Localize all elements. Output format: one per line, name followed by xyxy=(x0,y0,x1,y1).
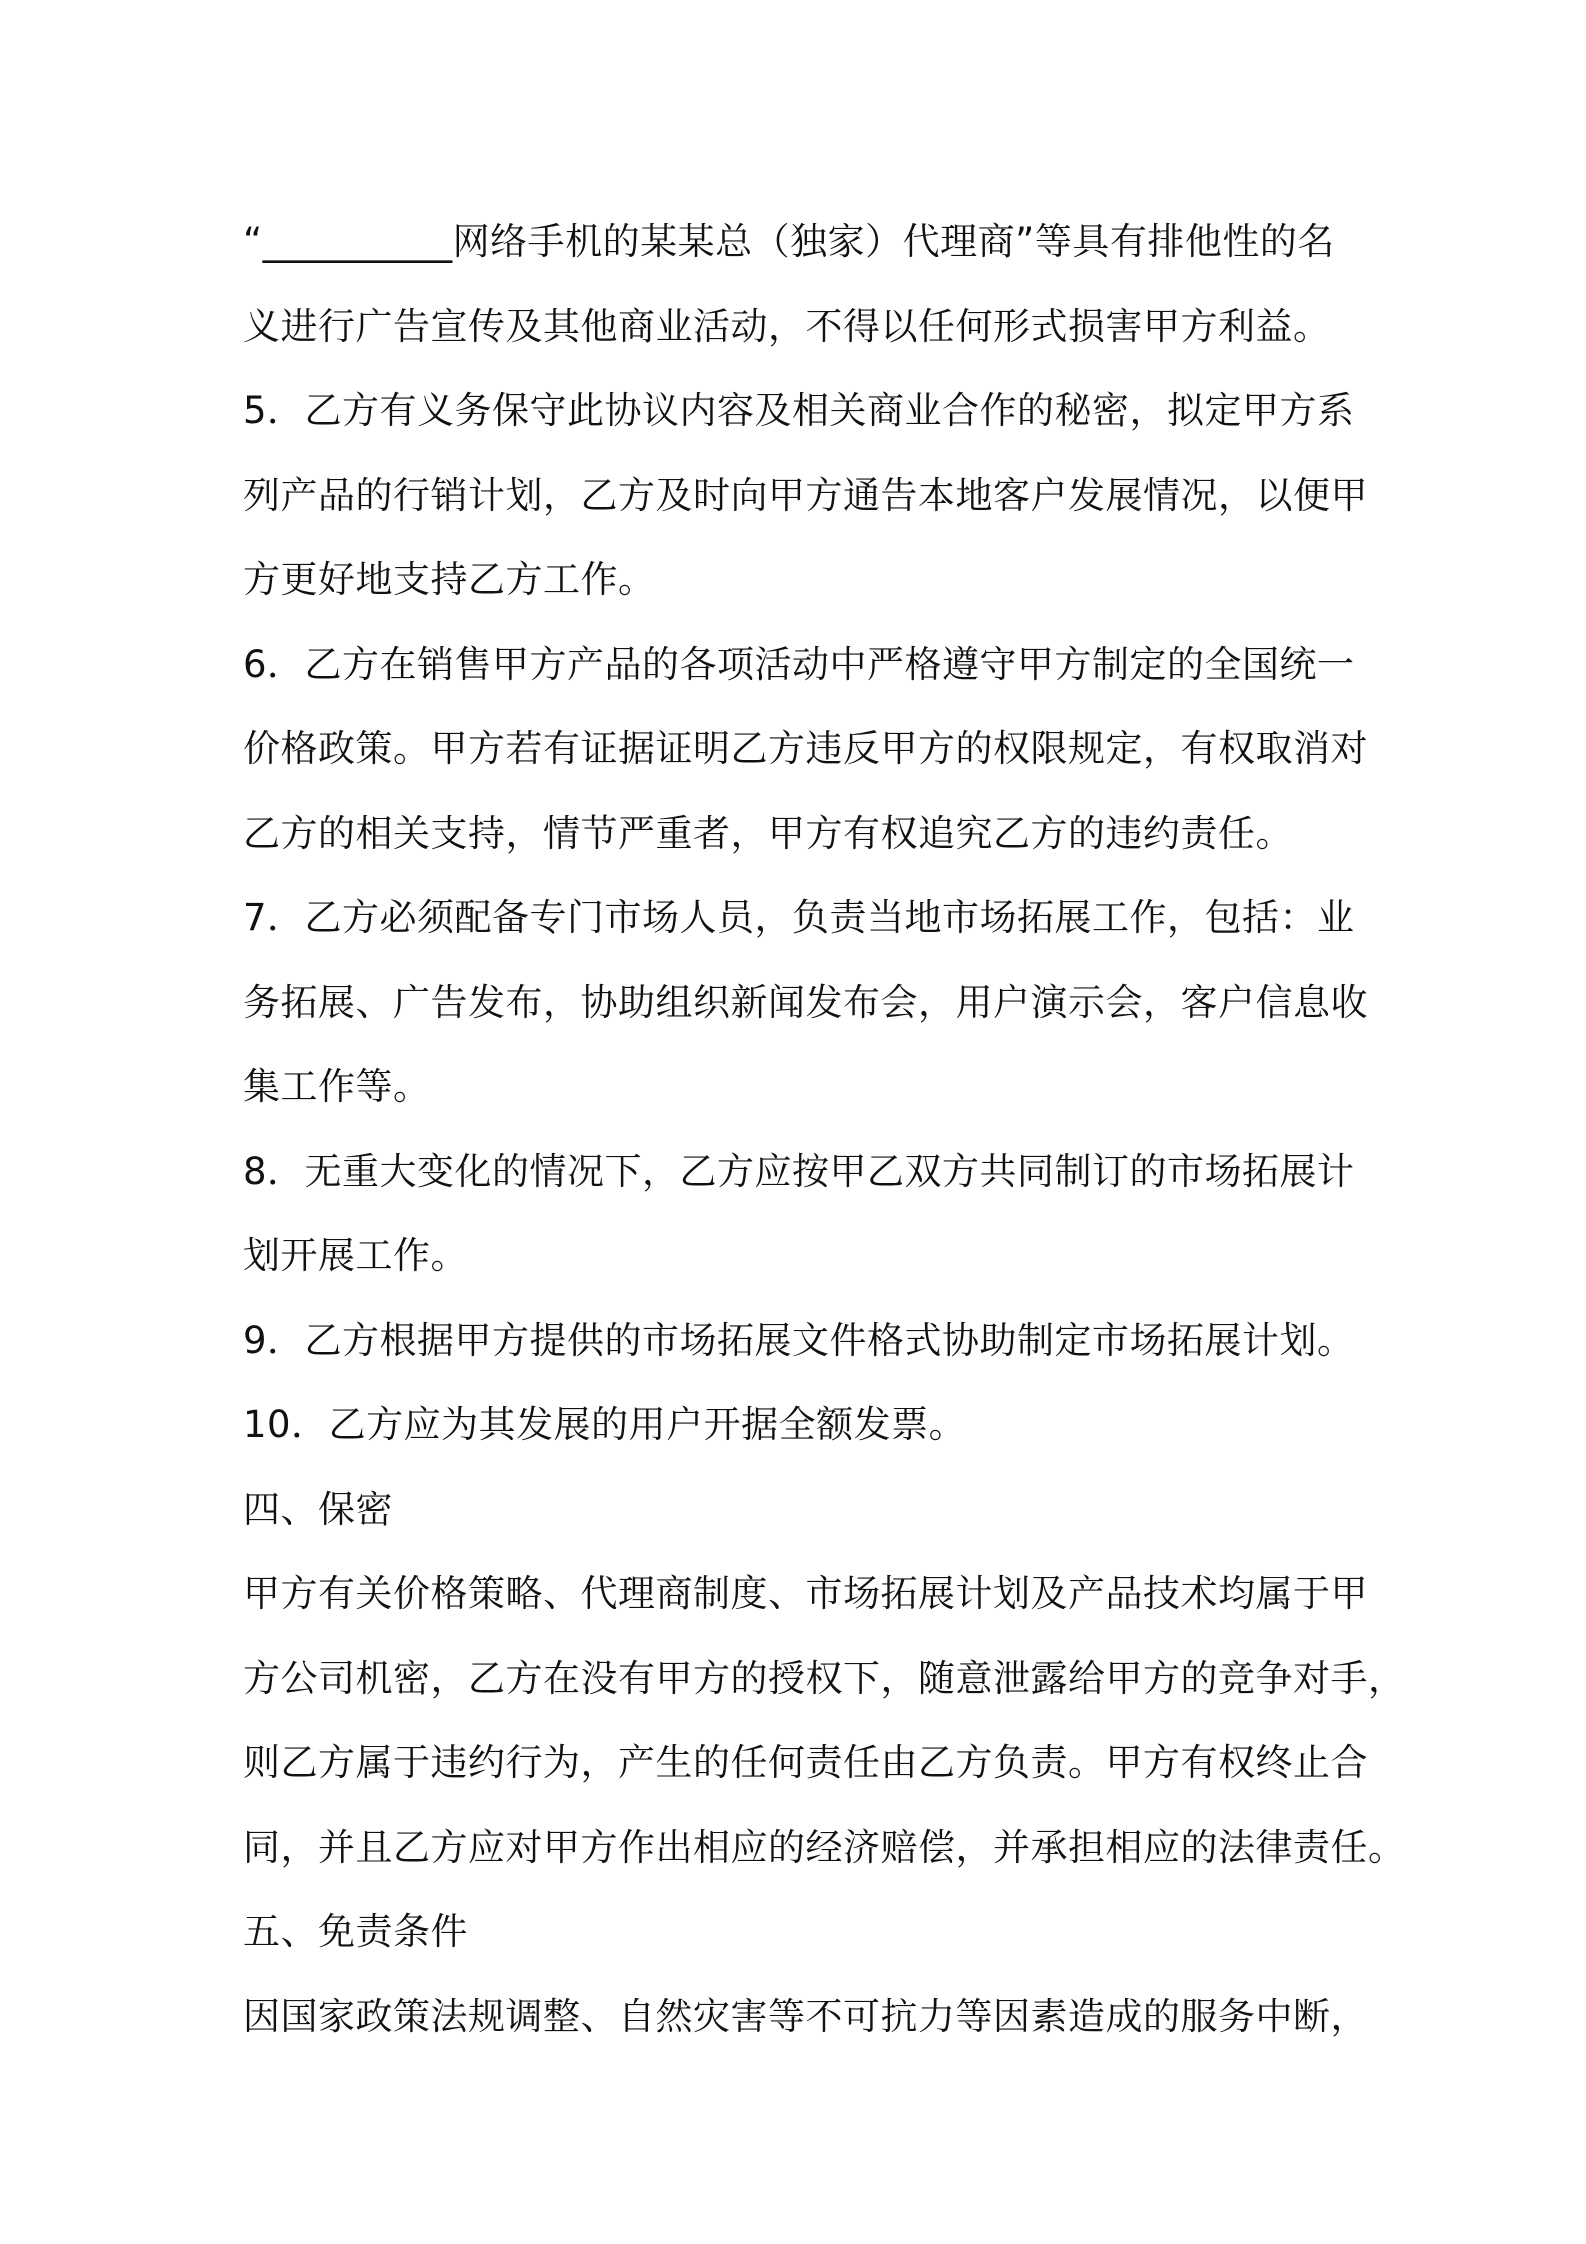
section-heading-confidentiality: 四、保密 xyxy=(243,1487,393,1531)
section-heading-exemption: 五、免责条件 xyxy=(243,1910,468,1953)
clause-5-line: 5．乙方有义务保守此协议内容及相关商业合作的秘密，拟定甲方系 xyxy=(243,389,1355,432)
text-line: 义进行广告宣传及其他商业活动，不得以任何形式损害甲方利益。 xyxy=(243,304,1331,348)
clause-8-line: 8．无重大变化的情况下，乙方应按甲乙双方共同制订的市场拓展计 xyxy=(243,1149,1355,1193)
text-line: 集工作等。 xyxy=(243,1065,431,1108)
text-line: 乙方的相关支持，情节严重者，甲方有权追究乙方的违约责任。 xyxy=(243,811,1293,855)
text-line: 列产品的行销计划，乙方及时向甲方通告本地客户发展情况，以便甲 xyxy=(243,473,1368,517)
text-line: 方公司机密，乙方在没有甲方的授权下，随意泄露给甲方的竞争对手， xyxy=(243,1656,1406,1700)
text-line: 价格政策。甲方若有证据证明乙方违反甲方的权限规定，有权取消对 xyxy=(243,727,1368,770)
document-body xyxy=(243,200,1406,2059)
text-line: “__________网络手机的某某总（独家）代理商”等具有排他性的名 xyxy=(243,220,1335,263)
clause-7-line: 7．乙方必须配备专门市场人员，负责当地市场拓展工作，包括：业 xyxy=(243,896,1355,939)
clause-10-line: 10．乙方应为其发展的用户开据全额发票。 xyxy=(243,1403,967,1446)
text-line: 因国家政策法规调整、自然灾害等不可抗力等因素造成的服务中断， xyxy=(243,1994,1368,2038)
text-line: 则乙方属于违约行为，产生的任何责任由乙方负责。甲方有权终止合 xyxy=(243,1741,1368,1784)
text-line: 甲方有关价格策略、代理商制度、市场拓展计划及产品技术均属于甲 xyxy=(243,1572,1368,1615)
clause-6-line: 6．乙方在销售甲方产品的各项活动中严格遵守甲方制定的全国统一 xyxy=(243,642,1355,686)
text-line: 方更好地支持乙方工作。 xyxy=(243,558,656,601)
text-line: 同，并且乙方应对甲方作出相应的经济赔偿，并承担相应的法律责任。 xyxy=(243,1825,1406,1869)
text-line: 划开展工作。 xyxy=(243,1234,468,1277)
clause-9-line: 9．乙方根据甲方提供的市场拓展文件格式协助制定市场拓展计划。 xyxy=(243,1318,1355,1362)
text-line: 务拓展、广告发布，协助组织新闻发布会，用户演示会，客户信息收 xyxy=(243,980,1368,1024)
